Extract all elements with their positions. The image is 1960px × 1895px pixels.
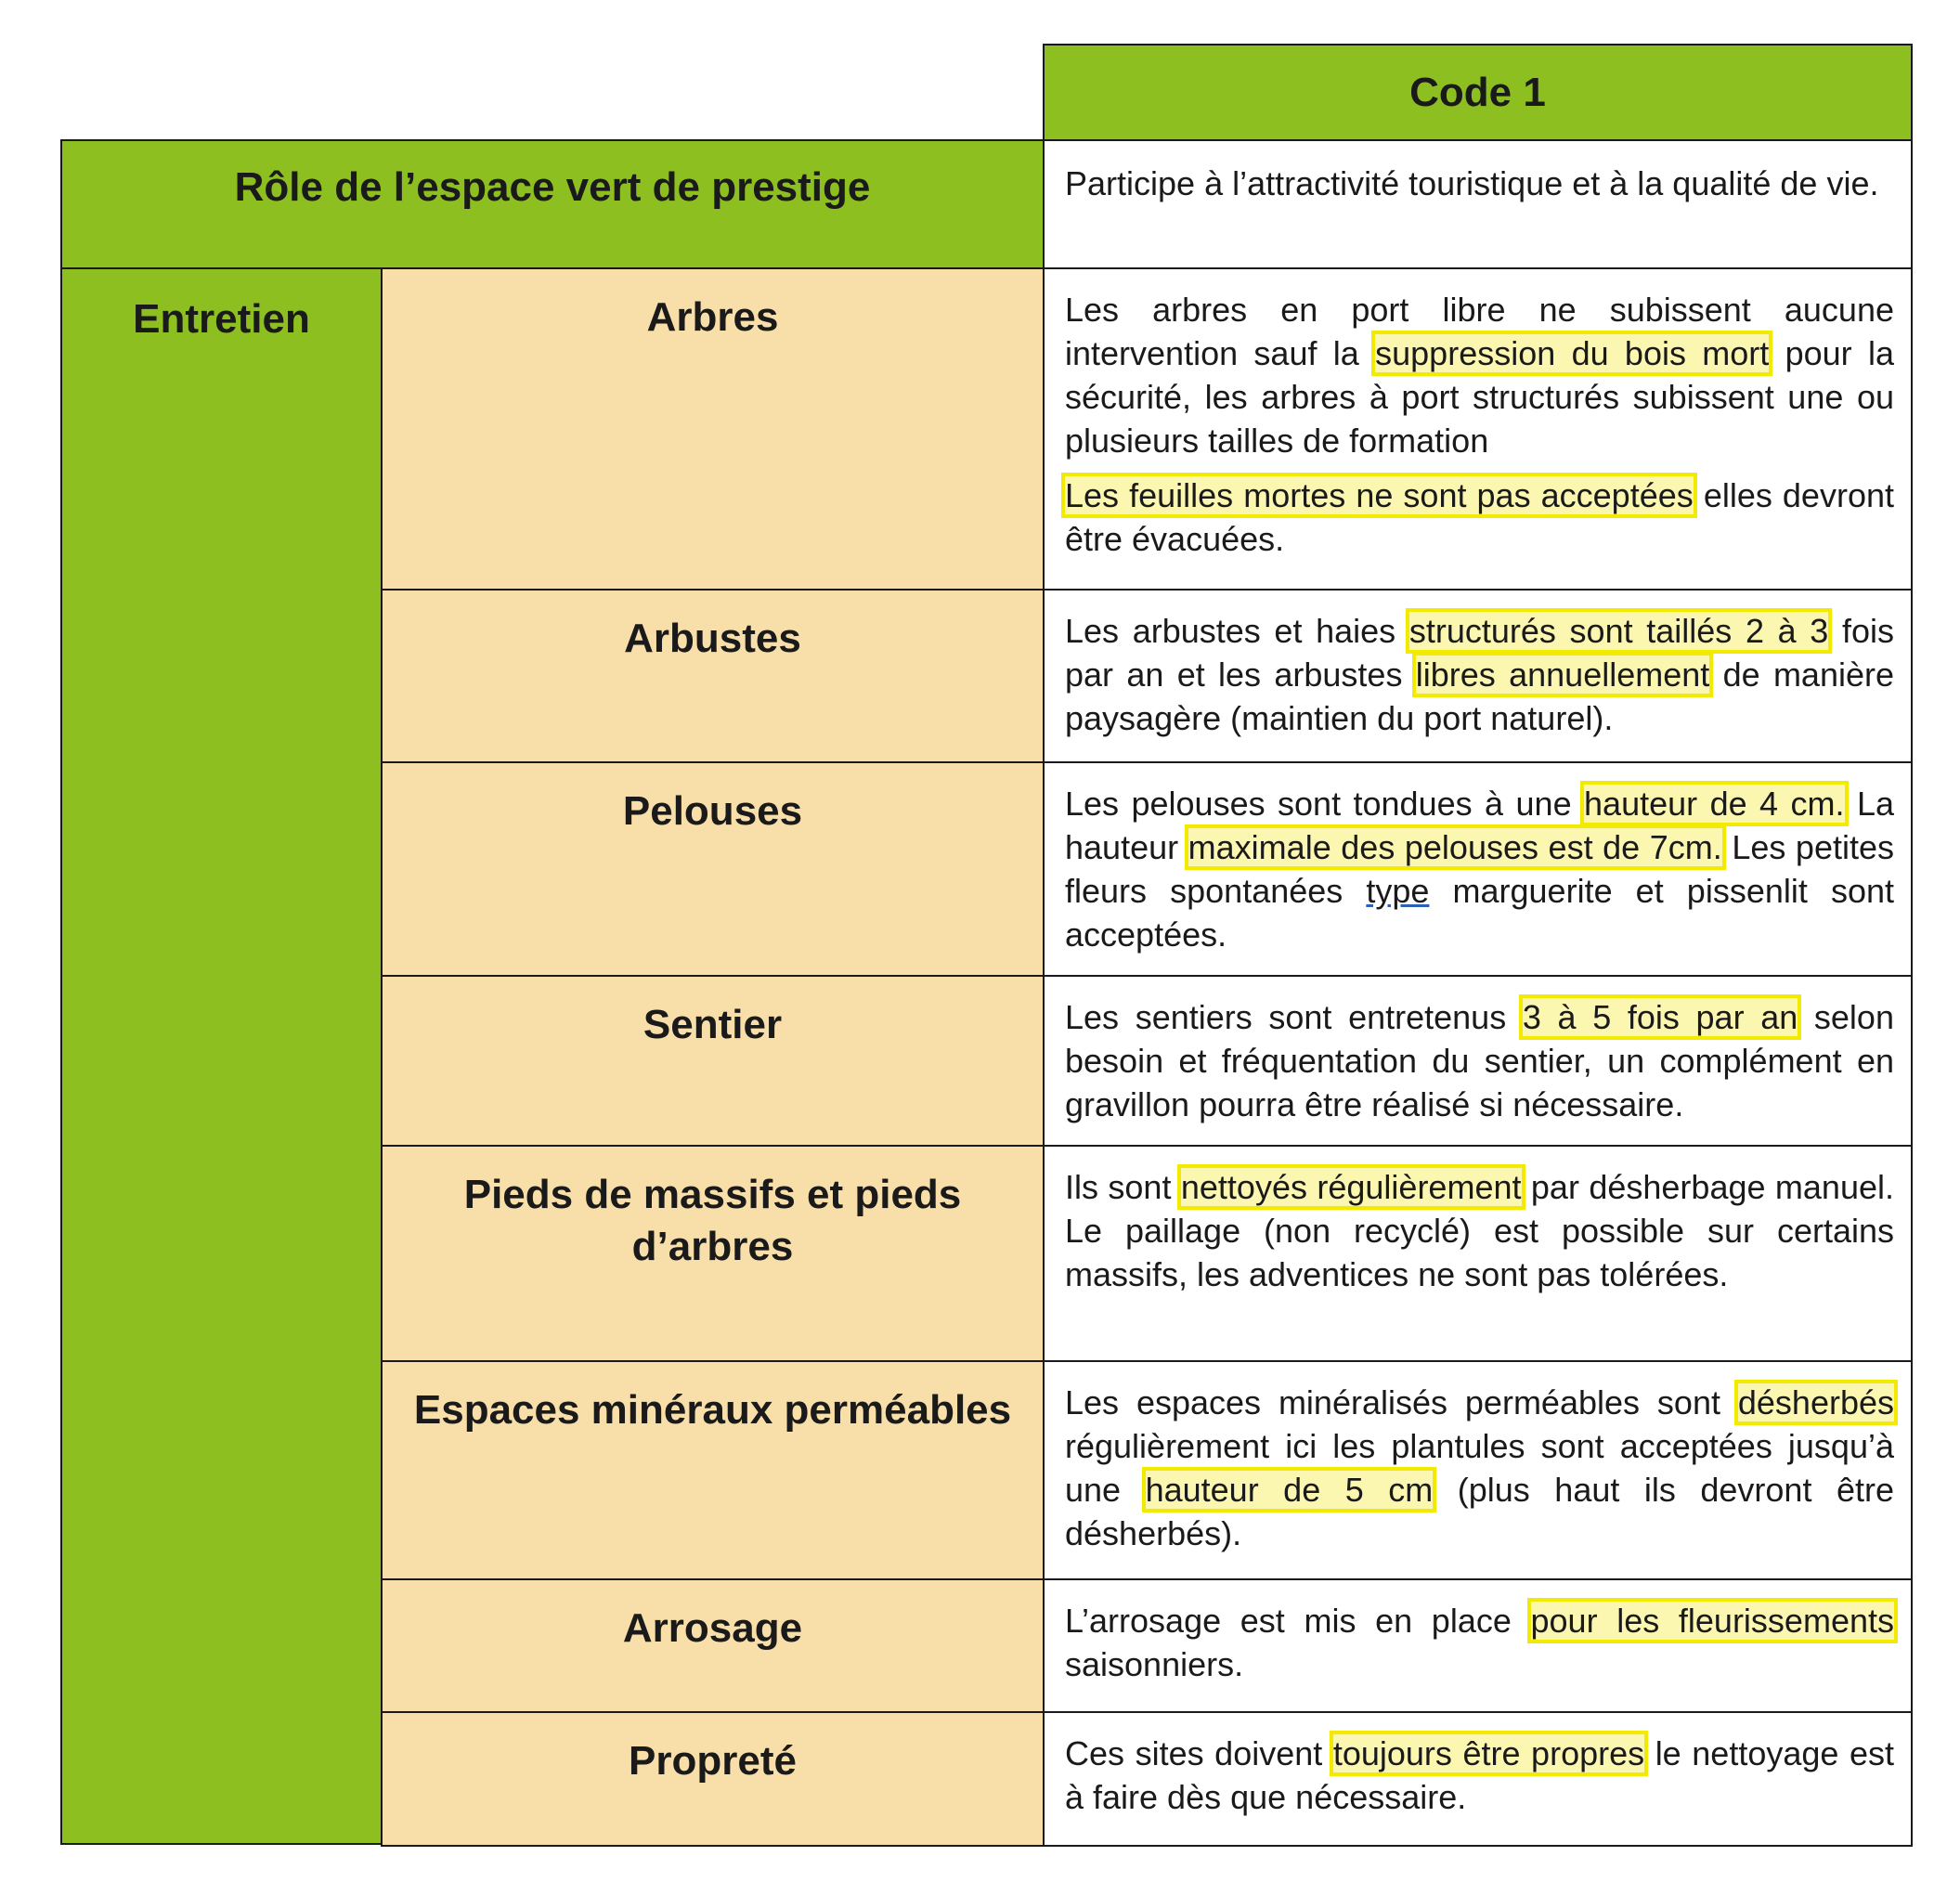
entretien-item-label-cell (381, 1711, 1045, 1847)
role-label-cell (60, 139, 1045, 269)
description-text: Les pelouses sont tondues à une (1065, 785, 1585, 823)
description-text: Les sentiers sont entretenus (1065, 998, 1523, 1036)
code-header (1043, 44, 1913, 141)
description-paragraph (1065, 474, 1894, 561)
underlined-text: type (1366, 872, 1430, 910)
highlighted-text: désherbés (1737, 1383, 1894, 1421)
description-paragraph (1065, 1381, 1894, 1555)
entretien-item-label-cell (381, 267, 1045, 591)
description-text: marguerite et pissenlit sont acceptées. (1065, 872, 1894, 954)
description-text: Les arbustes et haies (1065, 612, 1409, 650)
description-text: elles devront être évacuées. (1065, 476, 1894, 558)
entretien-item-label-cell (381, 1360, 1045, 1580)
entretien-item-description-cell (1043, 761, 1913, 977)
entretien-item-label: Sentier (643, 1002, 783, 1047)
description-text: régulièrement ici les plantules sont acceptées jusqu’à une (1065, 1427, 1894, 1509)
entretien-item-label-cell (381, 975, 1045, 1147)
highlighted-text: toujours être propres (1332, 1734, 1645, 1772)
description-text: Les arbres en port libre ne subissent aucune intervention sauf la (1065, 291, 1894, 372)
entretien-item-label-cell (381, 761, 1045, 977)
entretien-item-description-cell (1043, 1360, 1913, 1580)
highlighted-text: libres annuellement (1415, 655, 1710, 694)
description-text: pour la sécurité, les arbres à port structurés subissent une ou plusieurs tailles de formation (1065, 334, 1895, 460)
highlighted-text: hauteur de 4 cm. (1584, 785, 1845, 823)
entretien-item-description-cell (1043, 1711, 1913, 1847)
highlighted-text: maximale des pelouses est de 7cm. (1188, 828, 1722, 866)
highlighted-text: structurés sont taillés 2 à 3 (1408, 612, 1829, 650)
description-text: par désherbage manuel. Le paillage (non recyclé) est possible sur certains massifs, les adventices ne sont pas tolérées. (1065, 1168, 1894, 1293)
entretien-item-label: Arrosage (622, 1605, 803, 1651)
entretien-item-label-cell (381, 1578, 1045, 1713)
entretien-item-label: Pelouses (622, 788, 803, 834)
entretien-item-description-cell (1043, 589, 1913, 763)
description-text: Les espaces minéralisés perméables sont (1065, 1383, 1738, 1421)
description-text: La hauteur (1065, 785, 1894, 866)
entretien-item-description-cell (1043, 1578, 1913, 1713)
description-text: de manière paysagère (maintien du port naturel). (1065, 655, 1894, 737)
description-paragraph (1065, 1599, 1894, 1686)
entretien-label: Entretien (133, 296, 310, 342)
highlighted-text: nettoyés régulièrement (1180, 1168, 1522, 1206)
entretien-item-description-cell (1043, 267, 1913, 591)
entretien-label-cell (60, 267, 383, 1845)
description-paragraph (1065, 782, 1894, 956)
description-text: Ils sont (1065, 1168, 1181, 1206)
role-text-cell (1043, 139, 1913, 269)
entretien-item-description-cell (1043, 975, 1913, 1147)
description-text: Les petites fleurs spontanées (1065, 828, 1894, 910)
highlighted-text: 3 à 5 fois par an (1522, 998, 1798, 1036)
description-text: Ces sites doivent (1065, 1734, 1333, 1772)
description-paragraph (1065, 1732, 1894, 1819)
role-text: Participe à l’attractivité touristique et à la qualité de vie. (1065, 164, 1879, 202)
description-text: (plus haut ils devront être désherbés). (1065, 1471, 1894, 1552)
description-paragraph (1065, 995, 1894, 1126)
entretien-item-label: Pieds de massifs et pieds d’arbres (463, 1172, 962, 1269)
entretien-item-description-cell (1043, 1145, 1913, 1362)
description-paragraph (1065, 288, 1894, 462)
description-paragraph (1065, 609, 1894, 740)
code-label: Code 1 (1409, 70, 1546, 115)
entretien-item-label: Espaces minéraux perméables (413, 1387, 1012, 1433)
description-paragraph (1065, 1165, 1894, 1296)
entretien-item-label: Arbustes (624, 616, 801, 661)
description-text: L’arrosage est mis en place (1065, 1602, 1531, 1640)
entretien-item-label: Propreté (629, 1738, 797, 1784)
entretien-item-label: Arbres (646, 294, 779, 340)
description-text: selon besoin et fréquentation du sentier, un complément en gravillon pourra être réalisé si nécessaire. (1065, 998, 1894, 1123)
description-text: saisonniers. (1065, 1645, 1244, 1683)
description-text: fois par an et les arbustes (1065, 612, 1895, 694)
role-label: Rôle de l’espace vert de prestige (234, 164, 871, 210)
entretien-item-label-cell (381, 589, 1045, 763)
entretien-item-label-cell (381, 1145, 1045, 1362)
highlighted-text: hauteur de 5 cm (1145, 1471, 1434, 1509)
description-text: le nettoyage est à faire dès que nécessaire. (1065, 1734, 1894, 1816)
highlighted-text: pour les fleurissements (1530, 1602, 1894, 1640)
highlighted-text: Les feuilles mortes ne sont pas acceptées (1065, 476, 1694, 514)
highlighted-text: suppression du bois mort (1375, 334, 1770, 372)
